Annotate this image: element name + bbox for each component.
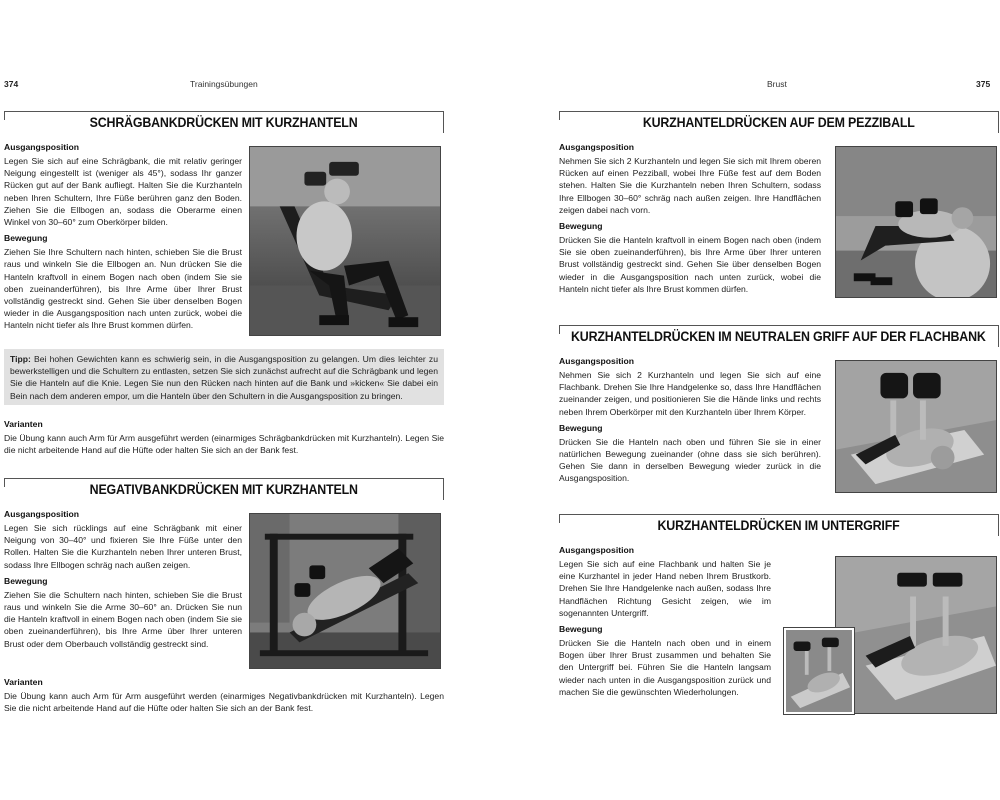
start-text: Legen Sie sich auf eine Flachbank und halten Sie je eine Kurzhantel in jeder Hand neben Ihrem Brustkorb. Drehen Sie Ihre Handgelenke nach außen, sodass Ihre Handflächen Richtung Gesicht zeigen, wie im sogenannten Untergriff.	[559, 559, 771, 618]
section-title: KURZHANTELDRÜCKEN AUF DEM PEZZIBALL	[559, 111, 999, 133]
page-number-left: 374	[4, 79, 19, 89]
move-text: Drücken Sie die Hanteln nach oben und führen Sie sie in einer natürlichen Bewegung zueinander (ohne dass sie sich berühren). Gehen Sie dann in derselben Bewegung wieder zurück in die Ausgangsposition.	[559, 436, 821, 484]
move-text: Drücken Sie die Hanteln kraftvoll in einem Bogen nach oben (indem Sie sie oben zueinanderführen), bis Ihre Arme über Ihrer unteren Brust vollständig gestreckt sind. Gehen Sie über denselben Bogen wieder in die Ausgangsposition nach unten zurück, wobei die Hanteln nicht tiefer als Ihre Brust kommen dürfen.	[559, 235, 821, 294]
underhand-grip-photo	[835, 556, 997, 714]
right-page	[500, 0, 1000, 800]
variants-text: Die Übung kann auch Arm für Arm ausgeführt werden (einarmiges Negativbankdrücken mit Kurzhanteln). Legen Sie die nicht arbeitende Hand auf die Hüfte oder halten Sie sich an der Bank fest.	[4, 691, 444, 714]
start-heading: Ausgangsposition	[559, 545, 634, 555]
incline-press-photo	[249, 146, 441, 336]
move-heading: Bewegung	[559, 422, 603, 433]
move-text: Ziehen Sie Ihre Schultern nach hinten, schieben Sie die Brust raus und winkeln Sie die Ellbogen an. Nun drücken Sie die Hanteln kraftvoll in einem Bogen nach oben (indem Sie sie oben zueinanderführen), bis Ihre Arme über Ihrer Brust vollständig gestreckt sind. Gehen Sie über denselben Bogen wieder in die Ausgangsposition nach unten zurück, wobei die Hanteln nicht tiefer als Ihre Brust kommen dürfen.	[4, 247, 242, 331]
move-text: Drücken Sie die Hanteln nach oben und in einem Bogen über Ihrer Brust zusammen und behalten Sie den Untergriff bei. Führen Sie die Hanteln langsam wieder nach unten in die Ausgangsposition zurück und machen Sie die gewünschten Wiederholungen.	[559, 638, 771, 697]
section-title: KURZHANTELDRÜCKEN IM NEUTRALEN GRIFF AUF DER FLACHBANK	[559, 325, 999, 347]
variants-text: Die Übung kann auch Arm für Arm ausgeführt werden (einarmiges Schrägbankdrücken mit Kurzhanteln). Legen Sie die nicht arbeitende Hand auf die Hüfte oder halten Sie sich an der Bank fest.	[4, 433, 444, 456]
start-heading: Ausgangsposition	[559, 142, 634, 152]
running-head-left: Trainingsübungen	[190, 79, 258, 89]
running-head-right: Brust	[767, 79, 787, 89]
variants-heading: Varianten	[4, 419, 43, 429]
section-title: NEGATIVBANKDRÜCKEN MIT KURZHANTELN	[4, 478, 444, 500]
tip-box	[4, 349, 444, 405]
decline-variants	[4, 671, 444, 714]
start-heading: Ausgangsposition	[559, 356, 634, 366]
incline-variants	[4, 413, 444, 456]
move-heading: Bewegung	[559, 221, 603, 232]
start-text: Nehmen Sie sich 2 Kurzhanteln und legen Sie sich mit Ihrem oberen Rücken auf einen Pezziball, wobei Ihre Füße fest auf dem Boden stehen. Halten Sie die Kurzhanteln neben Ihren Schultern, sodass Ihre Ellbogen 30–60° schräg nach außen zeigen. Ihre Handflächen zeigen dabei nach vorn.	[559, 156, 821, 215]
start-text: Legen Sie sich rücklings auf eine Schrägbank mit einer Neigung von 30–40° und fixieren Sie Ihre Füße unter den Rollen. Halten Sie die Kurzhanteln neben Ihrer unteren Brust, sodass Ihre Ellbogen schräg nach außen zeigen.	[4, 523, 242, 570]
start-heading: Ausgangsposition	[4, 142, 79, 152]
tip-label: Tipp:	[10, 354, 31, 364]
neutral-grip-photo	[835, 360, 997, 493]
page-number-right: 375	[976, 79, 991, 89]
underhand-grip-inset-photo	[784, 628, 854, 714]
move-heading: Bewegung	[4, 575, 48, 586]
move-heading: Bewegung	[4, 233, 48, 244]
section-title: KURZHANTELDRÜCKEN IM UNTERGRIFF	[559, 514, 999, 536]
section-title: SCHRÄGBANKDRÜCKEN MIT KURZHANTELN	[4, 111, 444, 133]
start-text: Nehmen Sie sich 2 Kurzhanteln und legen Sie sich auf eine Flachbank. Drehen Sie Ihre Handgelenke so, dass Ihre Handflächen zueinander zeigen, und positionieren Sie die Hände links und rechts neben Ihrem Oberkörper mit den Kurzhanteln über Ihrem Körper.	[559, 370, 821, 417]
variants-heading: Varianten	[4, 677, 43, 687]
decline-press-photo	[249, 513, 441, 669]
move-text: Ziehen Sie die Schultern nach hinten, schieben Sie die Brust raus und winkeln Sie die Arme 30–60° an. Drücken Sie nun die Hanteln kraftvoll in einem Bogen nach oben (indem Sie sie oben zueinanderführen), bis Ihre Arme über Ihrer unteren Brust oder dem Oberbauch vollständig gestreckt sind.	[4, 589, 242, 649]
start-text: Legen Sie sich auf eine Schrägbank, die mit relativ geringer Neigung eingestellt ist (weniger als 45°), sodass Ihr ganzer Rücken gut auf der Bank aufliegt. Halten Sie die Kurzhanteln neben Ihren Schultern, Ihre Füße berühren ganz den Boden. Ziehen Sie die Ellbogen an, sodass die Oberarme einen Winkel von 30–60° zum Oberkörper bilden.	[4, 156, 242, 228]
tip-text: Bei hohen Gewichten kann es schwierig sein, in die Ausgangsposition zu gelangen. Um dies leichter zu bewerkstelligen und die Schultern zu entlasten, setzen Sie sich zunächst aufrecht auf die Schrägbank und legen Sie die Hanteln auf die Knie. Legen Sie nun den Rücken nach hinten auf die Bank und »kicken« Sie dabei ein Bein nach dem anderen empor, um die Hanteln über den Schultern in die Ausgangsposition zu bringen.	[10, 354, 439, 401]
move-heading: Bewegung	[559, 624, 603, 635]
pezziball-press-photo	[835, 146, 997, 298]
start-heading: Ausgangsposition	[4, 509, 79, 519]
